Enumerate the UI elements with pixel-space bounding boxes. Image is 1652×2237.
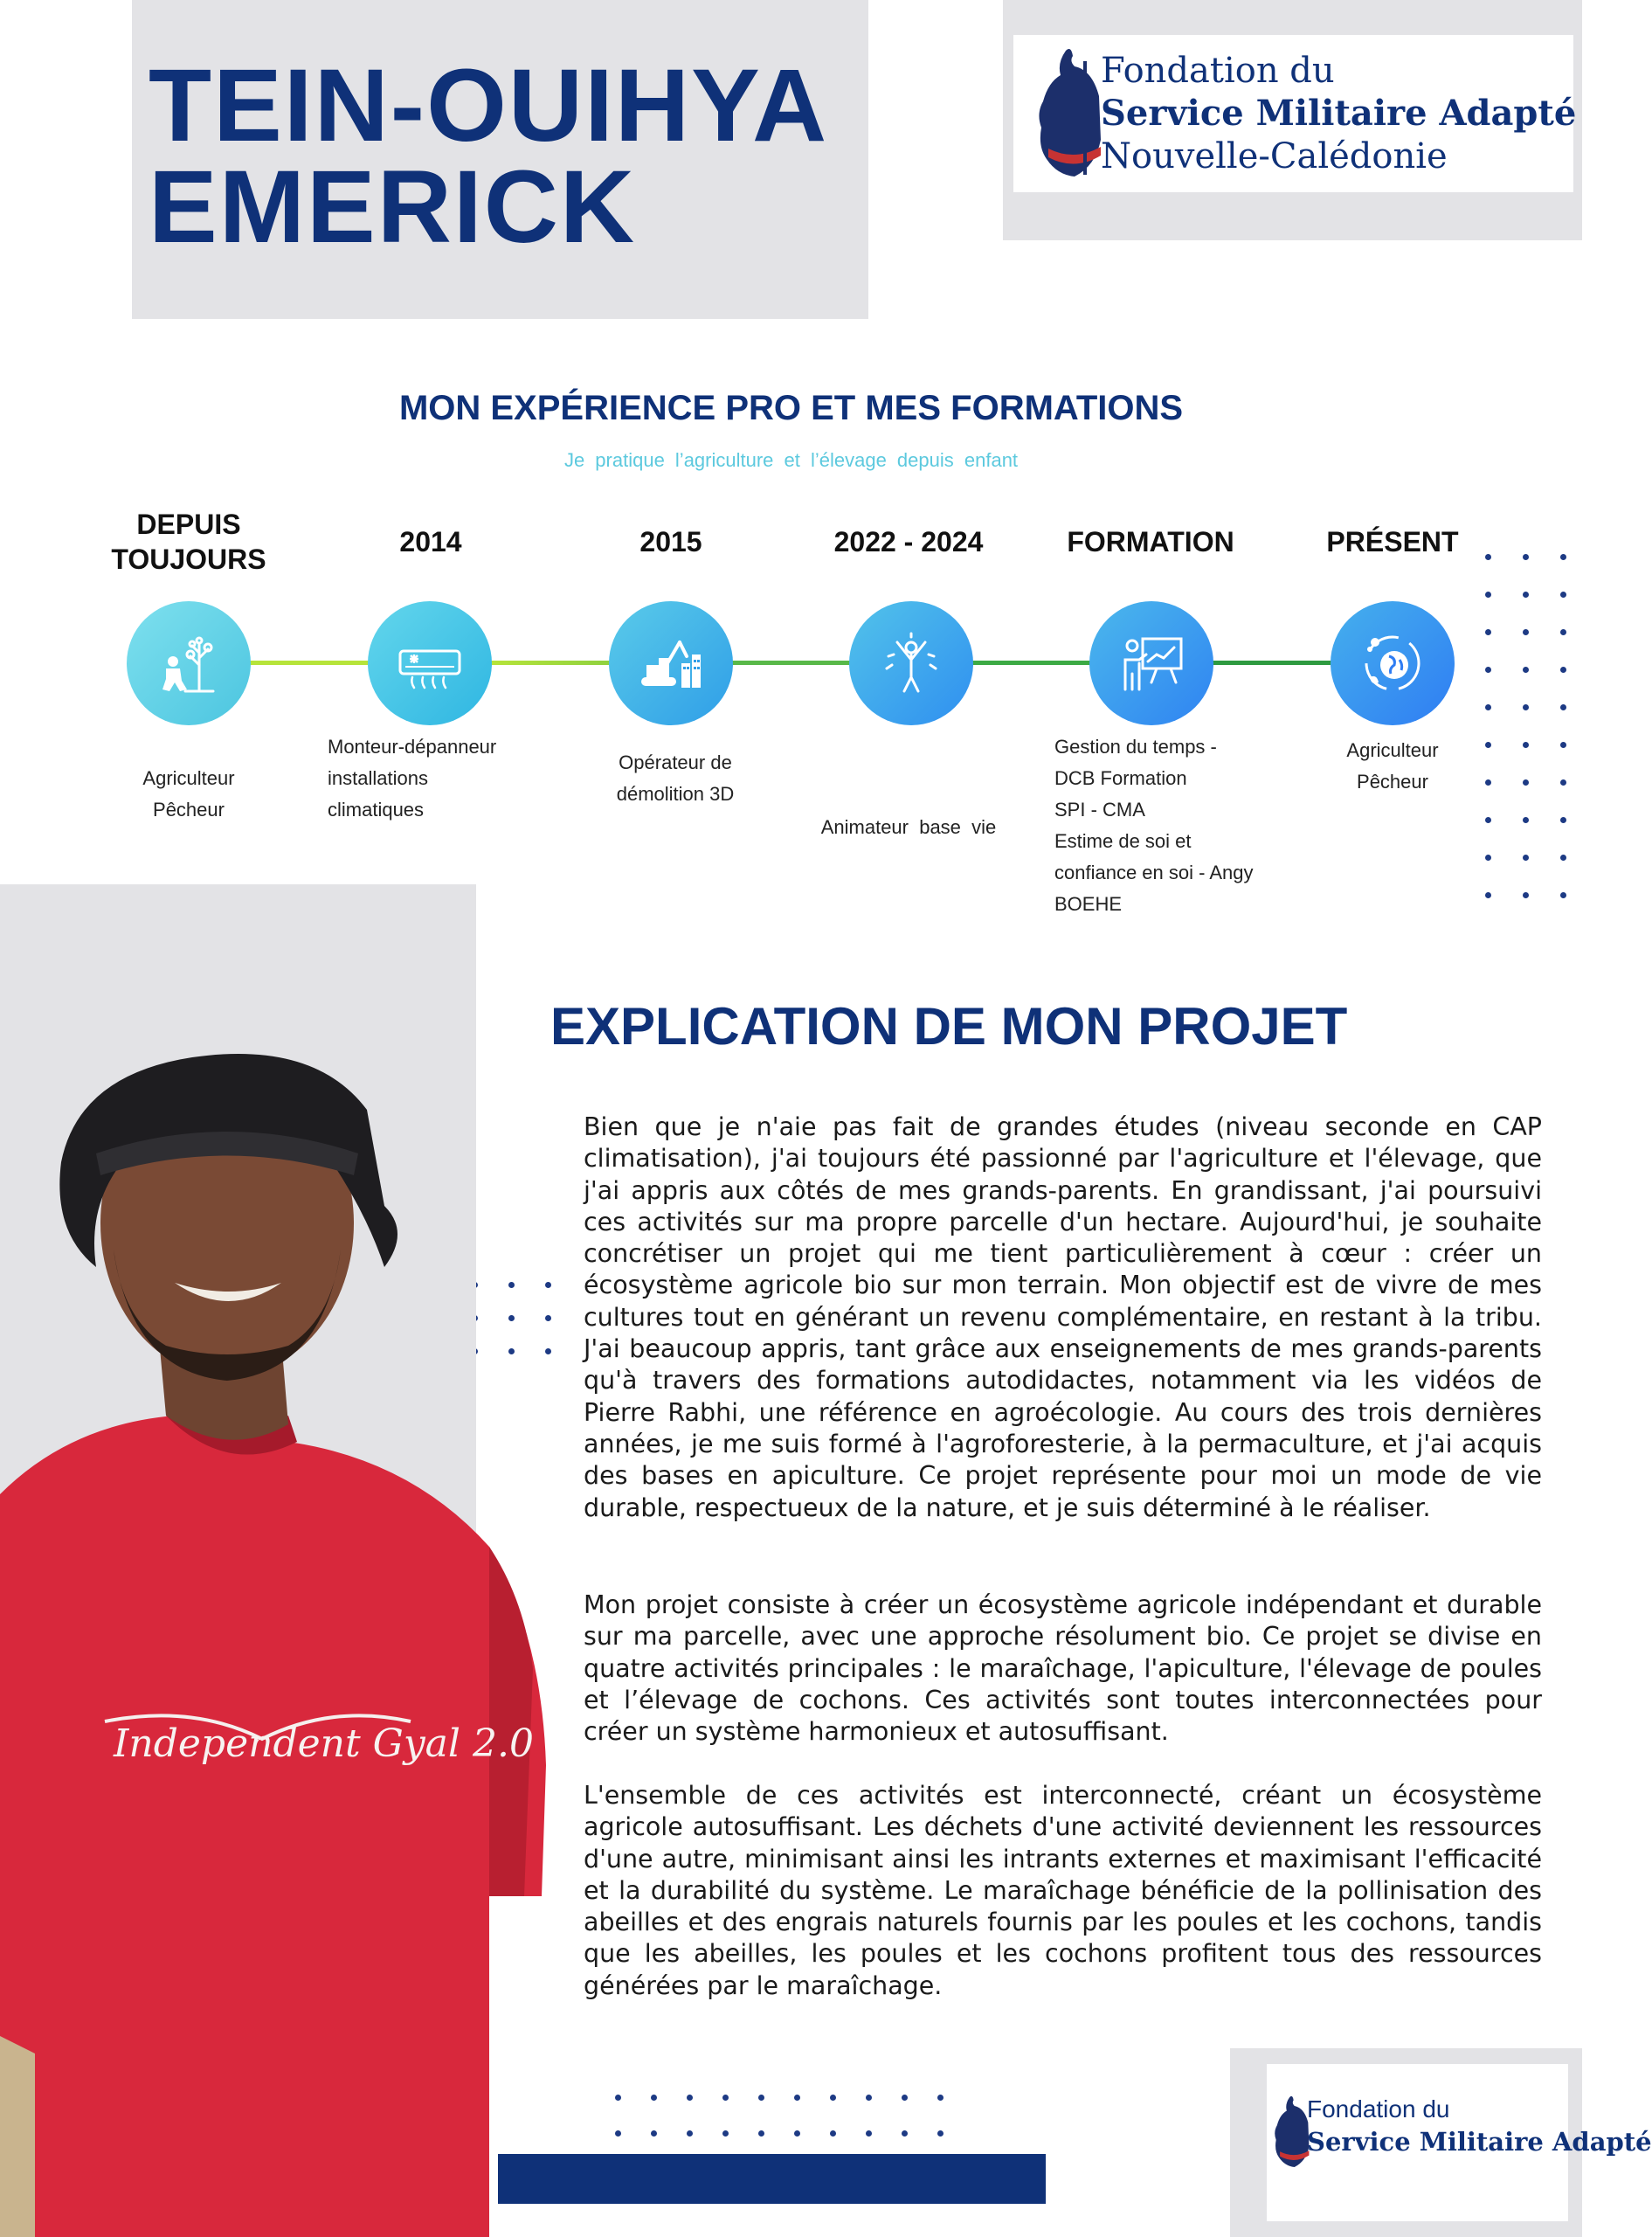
timeline-desc-2	[557, 747, 793, 810]
desc-line: Monteur-dépanneur	[328, 736, 497, 758]
desc-line: Agriculteur	[142, 767, 235, 789]
excavator-icon	[636, 628, 706, 698]
decorative-dot	[1485, 629, 1491, 635]
period-label-0	[75, 507, 302, 577]
decorative-dot	[1523, 742, 1529, 748]
desc-line: DCB Formation	[1054, 767, 1187, 789]
desc-line: Gestion du temps -	[1054, 736, 1217, 758]
period-label-1: 2014	[399, 526, 462, 558]
decorative-dot	[1485, 742, 1491, 748]
decorative-dot	[1523, 704, 1529, 710]
name-last: TEIN-OUIHYA	[149, 48, 829, 163]
decorative-dot	[1485, 592, 1491, 598]
timeline-connector	[971, 661, 1090, 665]
timeline-node-4	[1089, 601, 1213, 725]
teacher-board-icon	[1116, 628, 1186, 698]
decorative-dot	[1523, 592, 1529, 598]
decorative-dot	[1560, 742, 1566, 748]
decorative-dot	[794, 2130, 800, 2137]
period-label-4: FORMATION	[1067, 526, 1234, 558]
decorative-dot	[722, 2095, 729, 2101]
decorative-dot	[937, 2095, 944, 2101]
decorative-dot	[1485, 817, 1491, 823]
decorative-dot	[651, 2130, 657, 2137]
timeline-node-5	[1331, 601, 1455, 725]
desc-line: démolition 3D	[616, 783, 735, 805]
decorative-dot	[830, 2130, 836, 2137]
decorative-dot	[1523, 855, 1529, 861]
decorative-dots-right	[1485, 554, 1566, 898]
period-line: TOUJOURS	[111, 544, 266, 575]
decorative-dot	[687, 2095, 693, 2101]
decorative-dot	[651, 2095, 657, 2101]
decorative-dot	[1485, 704, 1491, 710]
desc-line: BOEHE	[1054, 893, 1123, 915]
decorative-dot	[1485, 667, 1491, 673]
decorative-dot	[1560, 592, 1566, 598]
timeline-desc-1	[328, 731, 555, 826]
decorative-dot	[794, 2095, 800, 2101]
experience-subtitle: Je pratique l’agriculture et l’élevage depuis enfant	[563, 449, 1019, 471]
logo-line-2: Service Militaire Adapté	[1101, 93, 1577, 134]
decorative-dot	[937, 2130, 944, 2137]
decorative-dot	[1523, 554, 1529, 560]
timeline-desc-5	[1279, 735, 1506, 798]
decorative-dot	[1485, 855, 1491, 861]
decorative-dot	[687, 2130, 693, 2137]
desc-line: Estime de soi et	[1054, 830, 1192, 852]
timeline-node-3	[849, 601, 973, 725]
period-label-5: PRÉSENT	[1326, 526, 1459, 558]
decorative-dot	[615, 2130, 621, 2137]
desc-line: climatiques	[328, 799, 425, 821]
decorative-dot	[1485, 779, 1491, 786]
desc-line: Pêcheur	[153, 799, 225, 821]
decorative-dot	[1560, 817, 1566, 823]
name-first: EMERICK	[149, 149, 637, 265]
decorative-dot	[1523, 779, 1529, 786]
desc-line: installations	[328, 767, 428, 789]
decorative-dot	[830, 2095, 836, 2101]
project-paragraph-2: Mon projet consiste à créer un écosystème agricole indépendant et durable sur ma parcelle, avec une approche résolument bio. Ce projet se divise en quatre activités principales : le maraîchage, l'apiculture, l'élevage de poules et l’élevage de cochons. Ces activités sont toutes interconnectées pour créer un système harmonieux et autosuffisant.	[584, 1590, 1542, 1747]
footer-smsa-logo	[1267, 2064, 1652, 2221]
desc-line: SPI - CMA	[1054, 799, 1145, 821]
decorative-dot	[758, 2130, 764, 2137]
decorative-dot	[1560, 855, 1566, 861]
energetic-person-icon	[876, 628, 946, 698]
decorative-dot	[758, 2095, 764, 2101]
decorative-dot	[1485, 554, 1491, 560]
decorative-dot	[1485, 892, 1491, 898]
desc-line: Animateur base vie	[820, 816, 997, 838]
timeline-node-1	[368, 601, 492, 725]
decorative-dot	[722, 2130, 729, 2137]
timeline-node-2	[609, 601, 733, 725]
decorative-dot	[1560, 704, 1566, 710]
period-line: DEPUIS	[136, 509, 241, 540]
period-label-3: 2022 - 2024	[833, 526, 984, 558]
portrait-photo	[0, 1005, 559, 2237]
period-label-2: 2015	[639, 526, 702, 558]
decorative-dot	[1523, 667, 1529, 673]
timeline-desc-0	[75, 763, 302, 826]
timeline-connector	[250, 661, 372, 665]
ecology-globe-icon	[1358, 628, 1427, 698]
footer-bar	[498, 2154, 1046, 2204]
timeline-node-0	[127, 601, 251, 725]
project-title: EXPLICATION DE MON PROJET	[550, 997, 1348, 1056]
smsa-logo	[1013, 35, 1577, 192]
decorative-dot	[1560, 779, 1566, 786]
farmer-tree-icon	[154, 628, 224, 698]
soldier-silhouette-icon	[1031, 44, 1109, 184]
decorative-dot	[866, 2130, 872, 2137]
timeline-connector	[1211, 661, 1331, 665]
logo-line-3: Nouvelle-Calédonie	[1101, 136, 1448, 177]
desc-line: Opérateur de	[619, 751, 732, 773]
project-paragraph-3: L'ensemble de ces activités est interconnecté, créant un écosystème agricole autosuffisant. Les déchets d'une activité deviennent les ressources d'une autre, minimisant ainsi les intrants externes et maximisant l'efficacité et la durabilité du système. Le maraîchage bénéficie de la pollinisation des abeilles et des engrais naturels fournis par les poules et les cochons, tandis que les abeilles, les poules et les cochons profitent tous des ressources générées par le maraîchage.	[584, 1781, 1542, 2000]
decorative-dot	[902, 2130, 908, 2137]
logo-line-1: Fondation du	[1101, 51, 1335, 91]
decorative-dot	[1560, 629, 1566, 635]
footer-logo-line-1: Fondation du	[1307, 2095, 1450, 2123]
desc-line: Agriculteur	[1346, 739, 1439, 761]
decorative-dot	[1560, 667, 1566, 673]
decorative-dot	[615, 2095, 621, 2101]
decorative-dot	[1560, 892, 1566, 898]
experience-title: MON EXPÉRIENCE PRO ET MES FORMATIONS	[398, 389, 1184, 427]
decorative-dot	[866, 2095, 872, 2101]
decorative-dot	[1560, 554, 1566, 560]
air-conditioner-icon	[395, 628, 465, 698]
decorative-dot	[1523, 892, 1529, 898]
timeline-connector	[732, 661, 851, 665]
desc-line: confiance en soi - Angy	[1054, 862, 1254, 883]
project-paragraph-1: Bien que je n'aie pas fait de grandes études (niveau seconde en CAP climatisation), j'ai toujours été passionné par l'agriculture et l'élevage, que j'ai appris aux côtés de mes grands-parents. En grandissant, j'ai poursuivi ces activités sur ma propre parcelle d'un hectare. Aujourd'hui, je souhaite concrétiser un projet qui me tient particulièrement à cœur : créer un écosystème agricole bio sur mon terrain. Mon objectif est de vivre de mes cultures tout en générant un revenu complémentaire, en restant à la tribu. J'ai beaucoup appris, tant grâce aux enseignements de mes grands-parents qu'à travers des formations autodidactes, notamment via les vidéos de Pierre Rabhi, une référence en agroécologie. Au cours des trois dernières années, je me suis formé à l'agroforesterie, à la permaculture, et j'ai acquis des bases en apiculture. Ce projet représente pour moi un mode de vie durable, respectueux de la nature, et je suis déterminé à le réaliser.	[584, 1112, 1542, 1522]
decorative-dot	[1523, 817, 1529, 823]
timeline-connector	[491, 661, 612, 665]
timeline-desc-3	[795, 749, 1022, 875]
desc-line: Pêcheur	[1357, 771, 1428, 793]
shirt-print: Independent Gyal 2.0	[114, 1721, 534, 1766]
decorative-dot	[902, 2095, 908, 2101]
decorative-dot	[1523, 629, 1529, 635]
timeline-desc-4	[1054, 731, 1290, 920]
footer-logo-line-2: Service Militaire Adapté	[1307, 2127, 1652, 2157]
